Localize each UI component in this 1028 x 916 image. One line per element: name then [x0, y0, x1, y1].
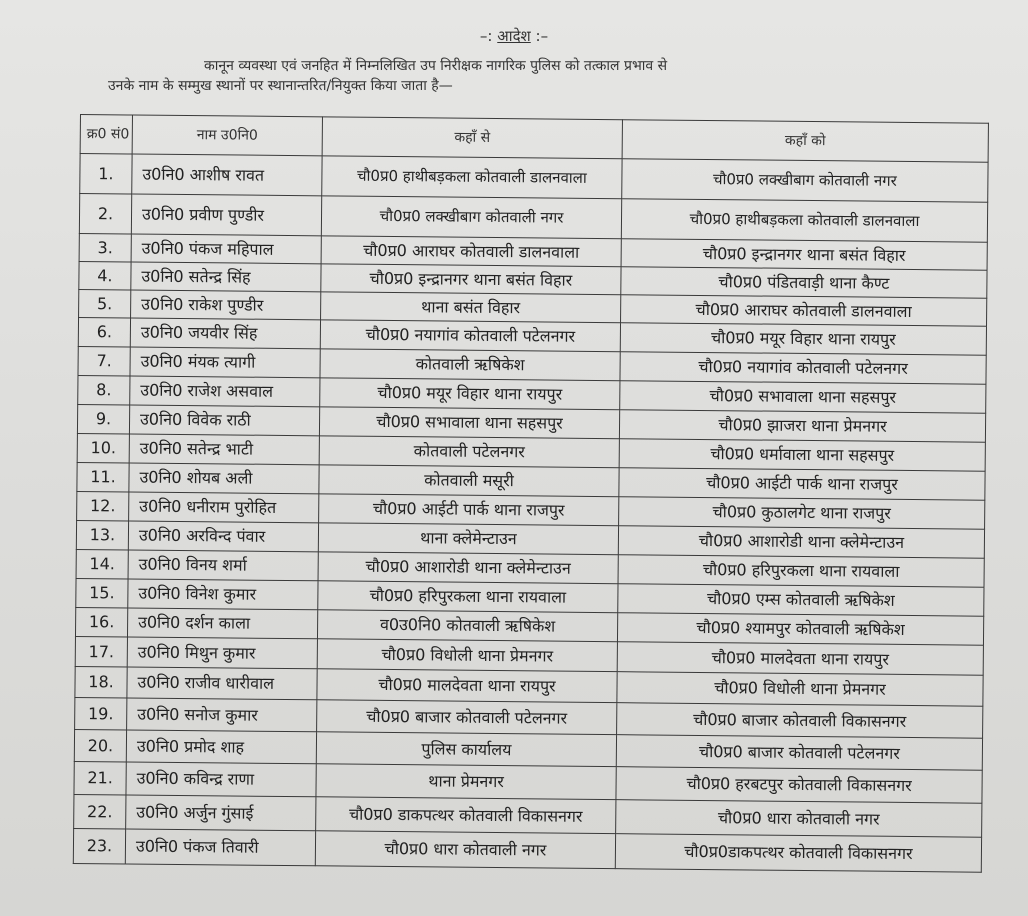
- name-cell: उ0नि0 विवेक राठी: [129, 405, 319, 436]
- to-cell: चौ0प्र0 हरबटपुर कोतवाली विकासनगर: [616, 767, 982, 804]
- from-cell: चौ0प्र0 हरिपुरकला थाना रायवाला: [318, 581, 618, 613]
- heading-dash-right: :–: [530, 27, 549, 45]
- from-cell: चौ0प्र0 धारा कोतवाली नगर: [315, 831, 615, 869]
- to-cell: चौ0प्र0 बाजार कोतवाली विकासनगर: [617, 703, 983, 739]
- to-cell: चौ0प्र0 नयागांव कोतवाली पटेलनगर: [620, 352, 986, 385]
- name-cell: उ0नि0 पंकज महिपाल: [131, 234, 321, 264]
- order-intro-paragraph: [108, 56, 908, 96]
- name-cell: उ0नि0 मिथुन कुमार: [127, 637, 317, 669]
- to-cell: चौ0प्र0 हरिपुरकला थाना रायवाला: [618, 555, 984, 588]
- serial-no-cell: 21.: [74, 761, 126, 794]
- from-cell: चौ0प्र0 सभावाला थाना सहसपुर: [319, 407, 619, 439]
- name-cell: उ0नि0 सतेन्द्र सिंह: [131, 262, 321, 292]
- from-cell: चौ0प्र0 आईटी पार्क थाना राजपुर: [319, 494, 619, 526]
- name-cell: उ0नि0 विनय शर्मा: [128, 550, 318, 581]
- intro-line-1: कानून व्यवस्था एवं जनहित में निम्नलिखित उप निरीक्षक नागरिक पुलिस को तत्काल प्रभाव से: [204, 58, 668, 74]
- name-cell: उ0नि0 जयवीर सिंह: [130, 318, 320, 349]
- name-cell: उ0नि0 राजेश असवाल: [130, 376, 320, 407]
- from-cell: कोतवाली पटेलनगर: [319, 436, 619, 468]
- serial-no-cell: 2.: [79, 194, 131, 234]
- from-cell: चौ0प्र0 नयागांव कोतवाली पटेलनगर: [320, 320, 620, 352]
- serial-no-cell: 12.: [77, 491, 129, 520]
- name-cell: उ0नि0 धनीराम पुरोहित: [129, 492, 319, 523]
- name-cell: उ0नि0 पंकज तिवारी: [125, 829, 315, 866]
- serial-no-cell: 17.: [75, 636, 127, 666]
- to-cell: चौ0प्र0 बाजार कोतवाली पटेलनगर: [616, 735, 982, 771]
- from-cell: थाना क्लेमेन्टाउन: [318, 523, 618, 555]
- name-cell: उ0नि0 दर्शन काला: [127, 608, 317, 639]
- serial-no-cell: 16.: [75, 607, 127, 636]
- serial-no-cell: 22.: [74, 794, 126, 828]
- from-cell: थाना प्रेमनगर: [316, 764, 616, 800]
- name-cell: उ0नि0 प्रमोद शाह: [126, 730, 316, 764]
- name-cell: उ0नि0 राकेश पुण्डीर: [131, 290, 321, 320]
- serial-no-cell: 14.: [76, 549, 128, 578]
- serial-no-cell: 13.: [76, 520, 128, 549]
- from-cell: चौ0प्र0 आशारोडी थाना क्लेमेन्टाउन: [318, 552, 618, 584]
- from-cell: चौ0प्र0 मयूर विहार थाना रायपुर: [320, 378, 620, 410]
- from-cell: चौ0प्र0 आराघर कोतवाली डालनवाला: [321, 236, 621, 267]
- from-cell: कोतवाली मसूरी: [319, 465, 619, 497]
- name-cell: उ0नि0 विनेश कुमार: [128, 579, 318, 610]
- serial-no-cell: 4.: [79, 261, 131, 289]
- to-cell: चौ0प्र0 इन्द्रानगर थाना बसंत विहार: [621, 239, 987, 271]
- serial-no-cell: 15.: [76, 578, 128, 607]
- table-row: [73, 828, 981, 872]
- to-cell: चौ0प्र0 आराघर कोतवाली डालनवाला: [621, 295, 987, 327]
- name-cell: उ0नि0 मंयक त्यागी: [130, 347, 320, 378]
- serial-no-cell: 8.: [78, 375, 130, 404]
- serial-no-cell: 9.: [77, 404, 129, 433]
- to-cell: चौ0प्र0 आईटी पार्क थाना राजपुर: [619, 468, 985, 501]
- intro-line-2: उनके नाम के सम्मुख स्थानों पर स्थानान्तरित/नियुक्त किया जाता है—: [108, 78, 453, 94]
- name-cell: उ0नि0 शोयब अली: [129, 463, 319, 494]
- from-cell: व0उ0नि0 कोतवाली ऋषिकेश: [317, 610, 617, 642]
- name-cell: उ0नि0 आशीष रावत: [132, 154, 322, 196]
- to-cell: चौ0प्र0 मालदेवता थाना रायपुर: [617, 642, 983, 676]
- from-cell: पुलिस कार्यालय: [316, 732, 616, 767]
- to-cell: चौ0प्र0 धर्मावाला थाना सहसपुर: [619, 439, 985, 472]
- from-cell: चौ0प्र0 लक्खीबाग कोतवाली नगर: [321, 196, 621, 239]
- name-cell: उ0नि0 सनोज कुमार: [127, 698, 317, 732]
- serial-no-cell: 19.: [75, 697, 127, 729]
- from-cell: चौ0प्र0 हाथीबड़कला कोतवाली डालनवाला: [322, 156, 622, 199]
- name-cell: उ0नि0 प्रवीण पुण्डीर: [131, 194, 321, 236]
- to-cell: चौ0प्र0 आशारोडी थाना क्लेमेन्टाउन: [618, 526, 984, 559]
- serial-no-cell: 11.: [77, 462, 129, 491]
- serial-no-cell: 7.: [78, 346, 130, 375]
- transfer-table: [73, 114, 989, 873]
- from-cell: कोतवाली ऋषिकेश: [320, 349, 620, 381]
- to-cell: चौ0प्र0 हाथीबड़कला कोतवाली डालनवाला: [621, 199, 987, 243]
- heading-text: आदेश: [497, 27, 531, 45]
- name-cell: उ0नि0 सतेन्द्र भाटी: [129, 434, 319, 465]
- to-cell: चौ0प्र0 एम्स कोतवाली ऋषिकेश: [618, 584, 984, 617]
- to-cell: चौ0प्र0 धारा कोतवाली नगर: [616, 800, 982, 838]
- to-cell: चौ0प्र0 श्यामपुर कोतवाली ऋषिकेश: [617, 613, 983, 646]
- order-heading: [0, 26, 1028, 46]
- name-cell: उ0नि0 राजीव धारीवाल: [127, 667, 317, 700]
- from-cell: चौ0प्र0 इन्द्रानगर थाना बसंत विहार: [321, 264, 621, 295]
- serial-no-cell: 23.: [73, 828, 125, 863]
- serial-no-cell: 20.: [74, 729, 126, 761]
- from-cell: चौ0प्र0 मालदेवता थाना रायपुर: [317, 669, 617, 703]
- serial-no-cell: 3.: [79, 233, 131, 261]
- from-cell: थाना बसंत विहार: [321, 292, 621, 323]
- serial-no-cell: 1.: [80, 154, 132, 194]
- to-cell: चौ0प्र0 लक्खीबाग कोतवाली नगर: [622, 159, 988, 203]
- to-cell: चौ0प्र0डाकपत्थर कोतवाली विकासनगर: [615, 834, 981, 873]
- name-cell: उ0नि0 अर्जुन गुंसाई: [126, 795, 316, 831]
- to-cell: चौ0प्र0 झाजरा थाना प्रेमनगर: [619, 410, 985, 443]
- header-from: कहाँ से: [322, 117, 622, 159]
- from-cell: चौ0प्र0 विधोली थाना प्रेमनगर: [317, 639, 617, 672]
- name-cell: उ0नि0 कविन्द्र राणा: [126, 762, 316, 797]
- header-to: कहाँ को: [622, 120, 988, 163]
- to-cell: चौ0प्र0 पंडितवाड़ी थाना कैण्ट: [621, 267, 987, 299]
- to-cell: चौ0प्र0 मयूर विहार थाना रायपुर: [620, 323, 986, 356]
- heading-dash-left: –:: [479, 27, 498, 45]
- from-cell: चौ0प्र0 डाकपत्थर कोतवाली विकासनगर: [316, 797, 616, 834]
- to-cell: चौ0प्र0 सभावाला थाना सहसपुर: [620, 381, 986, 414]
- serial-no-cell: 10.: [77, 433, 129, 462]
- serial-no-cell: 6.: [78, 317, 130, 346]
- serial-no-cell: 18.: [75, 666, 127, 697]
- header-name: नाम उ0नि0: [132, 115, 322, 156]
- from-cell: चौ0प्र0 बाजार कोतवाली पटेलनगर: [317, 700, 617, 735]
- to-cell: चौ0प्र0 कुठालगेट थाना राजपुर: [619, 497, 985, 530]
- serial-no-cell: 5.: [79, 289, 131, 317]
- name-cell: उ0नि0 अरविन्द पंवार: [128, 521, 318, 552]
- to-cell: चौ0प्र0 विधोली थाना प्रेमनगर: [617, 672, 983, 707]
- header-serial-no: क्र0 सं0: [80, 115, 132, 154]
